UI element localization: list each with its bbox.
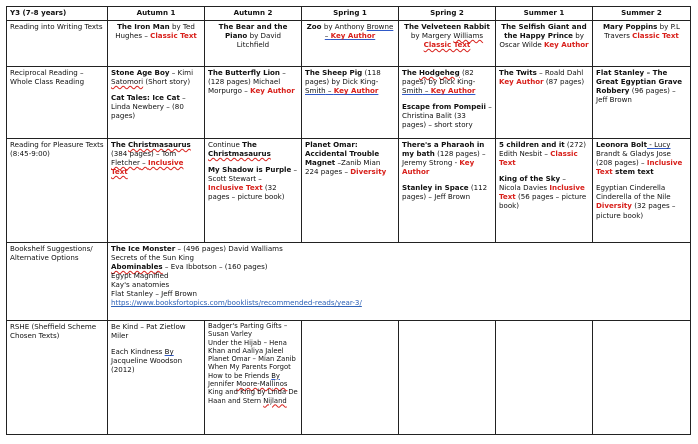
- book-entry: Planet Omar – Mian Zanib: [208, 355, 296, 364]
- list-item: Egypt Magnified: [111, 271, 169, 281]
- dash: –: [325, 86, 334, 96]
- col-summer1: Summer 1: [496, 7, 593, 21]
- cell-pleasure-autumn1: [108, 139, 205, 243]
- tag-inclusive: Inclusive Text: [208, 183, 263, 193]
- book-author: by Margery: [410, 31, 452, 41]
- cell-rshe-summer1: [496, 321, 593, 435]
- tag-inclusive: Inclusive Text: [111, 158, 184, 177]
- list-item: [111, 262, 687, 271]
- by-word: By: [271, 371, 280, 380]
- cell-rshe-autumn1: [108, 321, 205, 435]
- cell-reciprocal-spring2: [399, 67, 496, 139]
- cell-reciprocal-summer2: [593, 67, 691, 139]
- book-detail: (272) Edith Nesbit –: [499, 140, 586, 159]
- tag-key-author: Key Author: [250, 86, 295, 96]
- book-author-surname: Nijland: [263, 396, 287, 405]
- book-detail: – (496 pages) David Walliams: [175, 244, 283, 253]
- cell-bookshelf: [108, 243, 691, 321]
- book-title: King and King by Linda De Haan and Stern: [208, 388, 298, 405]
- book-title: Leonora Bolt: [596, 140, 647, 149]
- book-pages: (32 pages – picture book): [208, 183, 285, 202]
- cell-pleasure-autumn2: [205, 139, 302, 243]
- tag-key-author: Key Author: [402, 158, 475, 177]
- dash: –: [139, 158, 148, 168]
- cell-reciprocal-autumn2: [205, 67, 302, 139]
- book-title-word: Christmasaurus: [127, 140, 191, 149]
- tag-diversity: Diversity: [596, 201, 632, 211]
- book-author: – Nicola Davies: [499, 174, 566, 193]
- col-autumn1: Autumn 1: [108, 7, 205, 21]
- book-detail: (118 pages) by Dick King-: [305, 68, 381, 87]
- book-author: – Scott Stewart –: [208, 165, 298, 184]
- tag-classic: Classic Text: [423, 40, 471, 50]
- dash: –: [422, 86, 431, 96]
- book-title: Mary Poppins: [603, 22, 658, 31]
- cell-writing-spring2: [399, 21, 496, 67]
- row-label-pleasure: Reading for Pleasure Texts (8:45-9:00): [7, 139, 108, 243]
- book-detail: – (128 pages) Michael Morpurgo –: [208, 68, 286, 96]
- book-title: Zoo: [306, 22, 322, 31]
- book-title: The Twits: [499, 68, 537, 77]
- row-reciprocal: [7, 67, 691, 139]
- cell-writing-spring1: [302, 21, 399, 67]
- list-item: [111, 244, 687, 253]
- book-entry: [111, 347, 201, 374]
- cell-reciprocal-autumn1: [108, 67, 205, 139]
- list-item: Flat Stanley – Jeff Brown: [111, 289, 198, 299]
- book-author: by Oscar Wilde: [499, 31, 584, 50]
- book-pages: (87 pages): [545, 77, 585, 87]
- dash: -: [647, 140, 655, 149]
- book-entry: [208, 388, 298, 405]
- book-title: The Bear and the Piano: [218, 22, 288, 41]
- book-title: The Sheep Pig: [305, 68, 363, 77]
- book-title: The: [242, 140, 257, 149]
- book-author-surname: Smith: [305, 86, 326, 96]
- book-detail: (384 pages) – Tom: [111, 149, 177, 159]
- dash: –: [324, 31, 331, 41]
- book-detail: Brandt & Gladys Jose (208 pages) –: [596, 149, 671, 168]
- book-entry: [208, 363, 298, 388]
- book-author: by Anthony: [323, 22, 365, 31]
- book-author-surname: Fletcher: [111, 158, 140, 168]
- book-title: My Shadow is Purple: [208, 165, 292, 175]
- book-pages: (56 pages – picture book): [499, 192, 587, 211]
- book-detail: – Eva Ibbotson – (160 pages): [162, 262, 268, 272]
- book-title: The Velveteen Rabbit: [404, 22, 490, 31]
- book-title: King of the Sky: [499, 174, 561, 184]
- tag-classic: Classic Text: [632, 31, 679, 41]
- by-word: By: [164, 347, 174, 357]
- book-author: by Ted Hughes –: [115, 22, 195, 41]
- tag-key-author: Key Author: [544, 40, 589, 50]
- row-label-rshe: RSHE (Sheffield Scheme Chosen Texts): [7, 321, 108, 435]
- row-label-bookshelf: Bookshelf Suggestions/ Alternative Options: [7, 243, 108, 321]
- book-title: Each Kindness: [111, 347, 163, 357]
- book-note: (Short story): [145, 77, 191, 87]
- book-author: Jacqueline Woodson (2012): [111, 356, 183, 375]
- continue-label: Continue: [208, 140, 240, 149]
- cell-rshe-autumn2: [205, 321, 302, 435]
- book-detail: –Zanib Mian 224 pages –: [305, 158, 381, 177]
- book-title: Abominables: [111, 262, 163, 272]
- book-title: Cat Tales: Ice Cat: [111, 93, 180, 103]
- tag-classic: Classic Text: [150, 31, 197, 41]
- book-title: The Ice Monster: [111, 244, 176, 253]
- col-autumn2: Autumn 2: [205, 7, 302, 21]
- book-author-surname: Williams: [453, 31, 484, 41]
- row-pleasure: [7, 139, 691, 243]
- tag-key-author: Key Author: [430, 86, 476, 96]
- curriculum-table: [6, 6, 691, 435]
- book-author: by P.L Travers: [604, 22, 680, 41]
- book-title: The Iron Man: [117, 22, 170, 31]
- book-title: Planet Omar: Accidental Trouble Magnet: [305, 140, 380, 168]
- row-writing: [7, 21, 691, 67]
- row-rshe: [7, 321, 691, 435]
- list-item: Secrets of the Sun King: [111, 253, 194, 263]
- book-title: The Selfish Giant and the Happy Prince: [501, 22, 587, 41]
- book-entry: Be Kind – Pat Zietlow Miler: [111, 322, 186, 341]
- book-title: There's a Pharaoh in my bath: [402, 140, 485, 159]
- book-detail: – Linda Newbery – (80 pages): [111, 93, 186, 121]
- book-author: – Roald Dahl: [539, 68, 584, 77]
- cell-pleasure-spring1: [302, 139, 399, 243]
- tag-key-author: Key Author: [333, 86, 379, 96]
- book-entry: Badger's Parting Gifts – Susan Varley: [208, 322, 288, 339]
- list-item: Kay's anatomies: [111, 280, 170, 290]
- book-title: Stanley in Space: [402, 183, 469, 193]
- cell-pleasure-summer2: [593, 139, 691, 243]
- col-spring1: Spring 1: [302, 7, 399, 21]
- book-detail: Egyptian Cinderella Cinderella of the Nile: [596, 183, 671, 202]
- book-title: Stone Age Boy: [111, 68, 170, 77]
- cell-writing-summer1: [496, 21, 593, 67]
- tag-classic: Classic Text: [499, 149, 578, 168]
- row-label-reciprocal: Reciprocal Reading – Whole Class Reading: [7, 67, 108, 139]
- book-title: The Butterfly Lion: [208, 68, 280, 77]
- book-title: 5 children and it: [499, 140, 565, 149]
- book-detail: – Christina Balit (33 pages) – short story: [402, 102, 492, 130]
- book-author: by David Litchfield: [236, 31, 282, 50]
- book-title: Flat Stanley – The Great Egyptian Grave Robbery: [596, 68, 683, 96]
- cell-pleasure-spring2: [399, 139, 496, 243]
- stem-label: stem text: [612, 167, 654, 177]
- tag-inclusive: Inclusive Text: [499, 183, 585, 202]
- book-detail: (82 pages) by Dick King-: [402, 68, 476, 87]
- tag-key-author: Key Author: [330, 31, 376, 41]
- book-title-word: Hodgeheg: [418, 68, 460, 77]
- book-title: The: [402, 68, 417, 77]
- book-author: Jennifer: [208, 379, 235, 388]
- book-title: Escape from Pompeii: [402, 102, 486, 112]
- book-title: When My Parents Forgot How to be Friends: [208, 363, 291, 380]
- tag-key-author: Key Author: [499, 77, 544, 87]
- book-detail: (128 pages) – Jeremy Strong -: [402, 149, 486, 168]
- book-title-word: Christmasaurus: [208, 149, 271, 159]
- cell-pleasure-summer1: [496, 139, 593, 243]
- cell-rshe-spring2: [399, 321, 496, 435]
- row-label-writing: Reading into Writing Texts: [7, 21, 108, 67]
- booklist-link[interactable]: https://www.booksfortopics.com/booklists/recommended-reads/year-3/: [111, 298, 362, 308]
- cell-writing-autumn2: [205, 21, 302, 67]
- book-author: – Kimi: [171, 68, 194, 77]
- tag-diversity: Diversity: [350, 167, 387, 177]
- row-bookshelf: [7, 243, 691, 321]
- tag-inclusive: Inclusive Text: [596, 158, 683, 177]
- book-entry: Under the Hijab – Hena Khan and Aaliya Jaleel: [208, 338, 287, 355]
- cell-reciprocal-spring1: [302, 67, 399, 139]
- cell-rshe-spring1: [302, 321, 399, 435]
- cell-writing-summer2: [593, 21, 691, 67]
- header-row: [7, 7, 691, 21]
- cell-rshe-summer2: [593, 321, 691, 435]
- col-summer2: Summer 2: [593, 7, 691, 21]
- book-author-surname: Satomori: [111, 77, 144, 87]
- cell-reciprocal-summer1: [496, 67, 593, 139]
- book-author-surname: Smith: [402, 86, 423, 96]
- book-pages: (32 pages – picture book): [596, 201, 676, 220]
- book-title: The: [111, 140, 126, 149]
- book-detail: (96 pages) – Jeff Brown: [596, 86, 676, 105]
- book-author-surname: Moore-Mallinos: [236, 379, 288, 388]
- cell-writing-autumn1: [108, 21, 205, 67]
- book-author-first: Lucy: [654, 140, 671, 149]
- col-spring2: Spring 2: [399, 7, 496, 21]
- year-label: Y3 (7-8 years): [7, 7, 108, 21]
- book-detail: (112 pages) – Jeff Brown: [402, 183, 488, 202]
- book-author-surname: Browne: [366, 22, 394, 31]
